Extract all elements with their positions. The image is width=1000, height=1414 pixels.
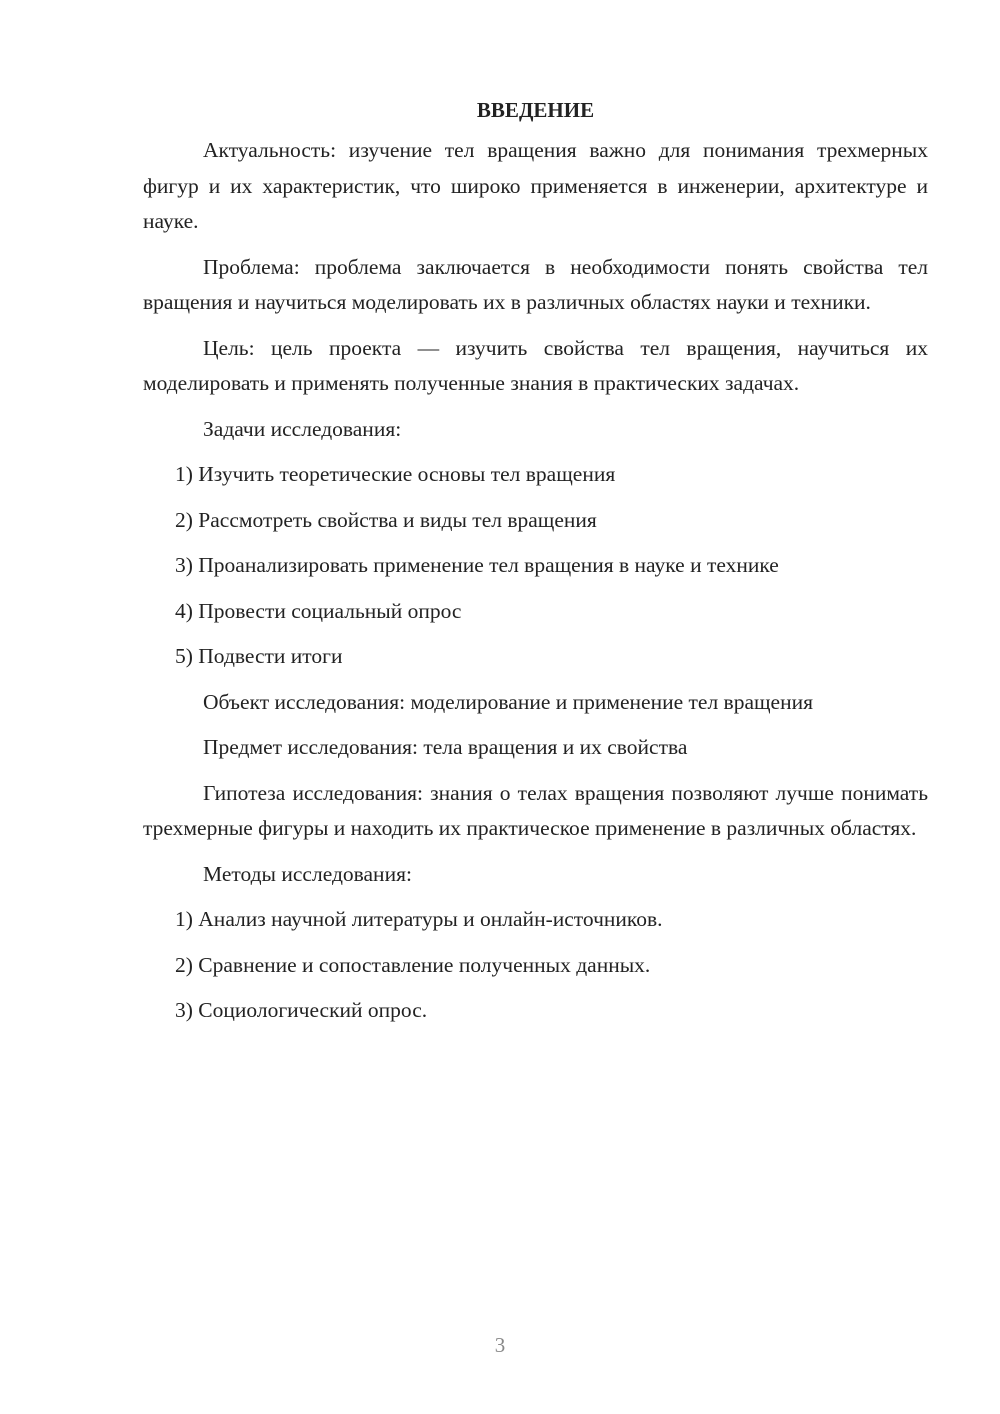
task-item: 2) Рассмотреть свойства и виды тел вращения [175, 507, 597, 532]
problem-paragraph: Проблема: проблема заключается в необходимости понять свойства тел вращения и научиться моделировать их в различных областях науки и техники. [143, 254, 928, 314]
task-item: 4) Провести социальный опрос [175, 598, 462, 623]
page-content [143, 95, 928, 1039]
object-line: Объект исследования: моделирование и применение тел вращения [203, 689, 813, 714]
method-item: 3) Социологический опрос. [175, 998, 428, 1022]
section-title: ВВЕДЕНИЕ [476, 98, 595, 122]
tasks-heading: Задачи исследования: [203, 416, 402, 441]
relevance-paragraph: Актуальность: изучение тел вращения важно для понимания трехмерных фигур и их характеристик, что широко применяется в инженерии, архитектуре и науке. [143, 138, 928, 233]
method-item: 2) Сравнение и сопоставление полученных данных. [175, 952, 651, 977]
hypothesis-paragraph: Гипотеза исследования: знания о телах вращения позволяют лучше понимать трехмерные фигуры и находить их практическое применение в различных областях. [143, 780, 928, 840]
method-item: 1) Анализ научной литературы и онлайн-источников. [175, 907, 663, 931]
goal-paragraph: Цель: цель проекта — изучить свойства тел вращения, научиться их моделировать и применять полученные знания в практических задачах. [143, 335, 928, 395]
task-item: 3) Проанализировать применение тел вращения в науке и технике [175, 553, 779, 577]
page-number: 3 [494, 1333, 506, 1357]
task-item: 1) Изучить теоретические основы тел вращения [175, 462, 616, 486]
methods-heading: Методы исследования: [203, 861, 412, 886]
subject-line: Предмет исследования: тела вращения и их свойства [203, 735, 688, 759]
task-item: 5) Подвести итоги [175, 644, 343, 668]
